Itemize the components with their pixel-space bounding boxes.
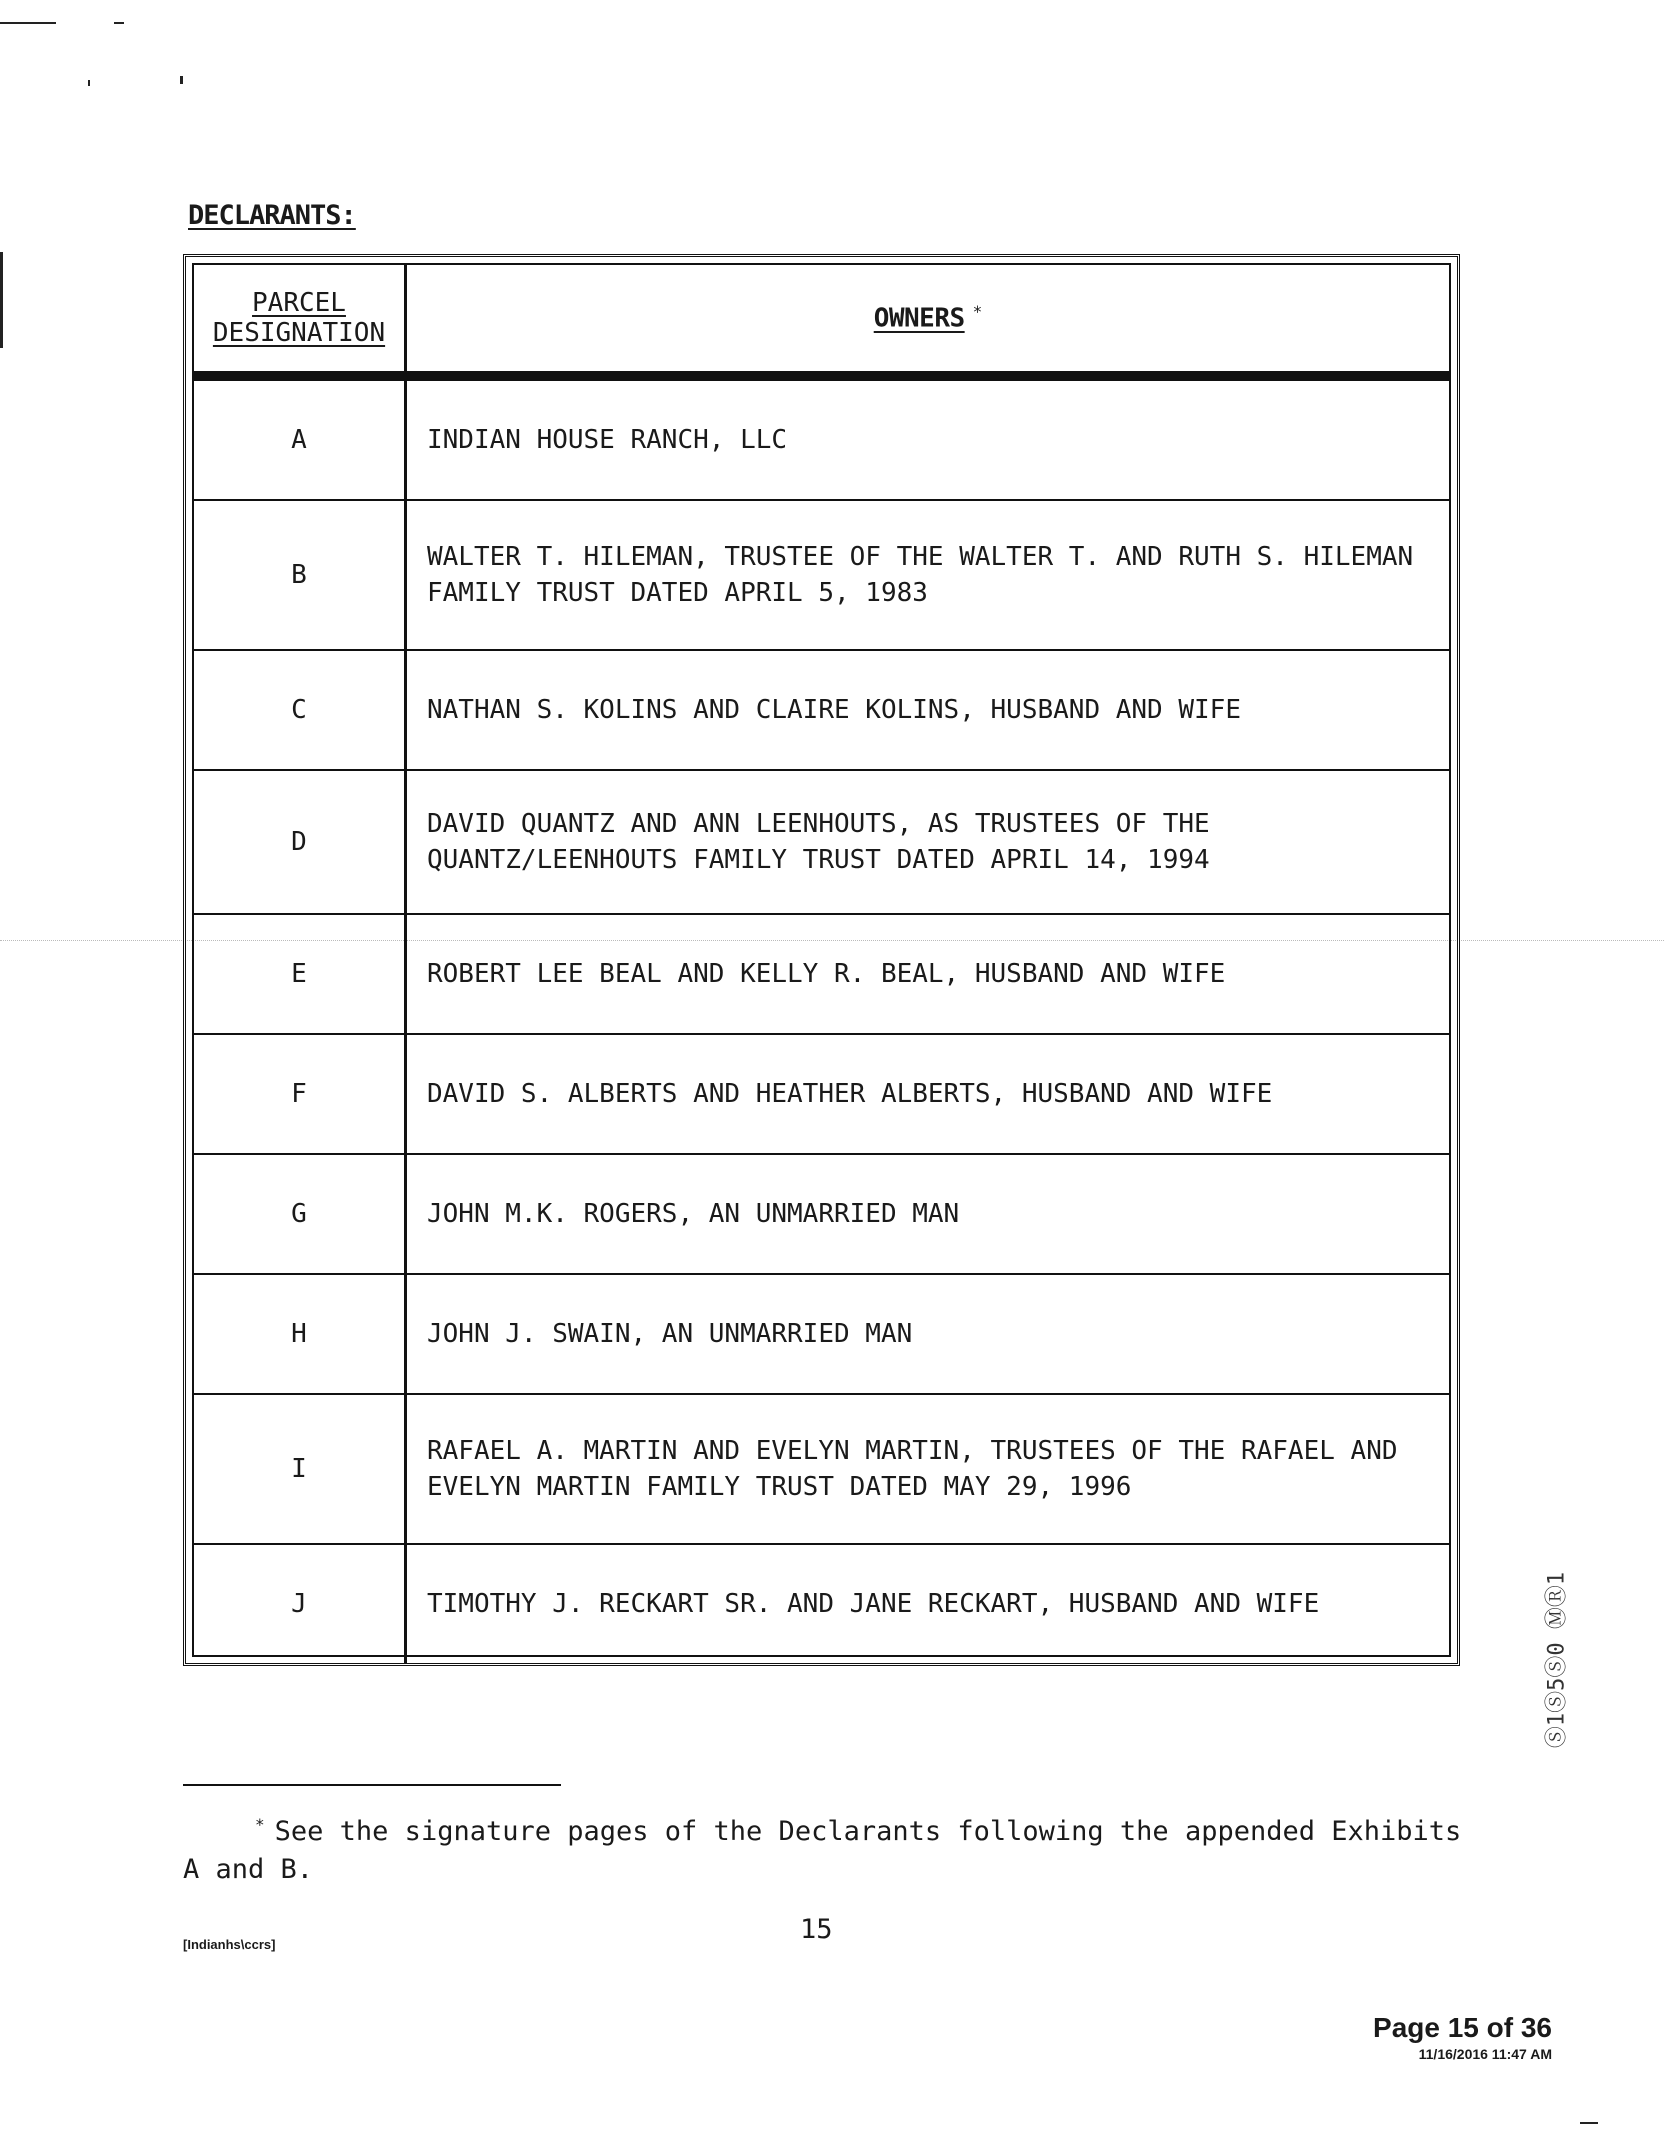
parcel-header: PARCEL DESIGNATION [194,265,406,376]
owner-cell: DAVID QUANTZ AND ANN LEENHOUTS, AS TRUSTEES OF THE QUANTZ/LEENHOUTS FAMILY TRUST DATED APRIL 14, 1994 [406,770,1450,914]
table-row [194,1034,1449,1154]
owner-cell: JOHN J. SWAIN, AN UNMARRIED MAN [406,1274,1450,1394]
page-number: 15 [800,1914,833,1945]
owner-cell: JOHN M.K. ROGERS, AN UNMARRIED MAN [406,1154,1450,1274]
footnote [183,1806,1473,1889]
table-row [194,650,1449,770]
side-recording-code: Ⓢ1Ⓢ5Ⓢ0 ⓂⓇ1 [1544,1571,1570,1749]
parcel-cell: I [194,1394,406,1544]
owner-cell: TIMOTHY J. RECKART SR. AND JANE RECKART, HUSBAND AND WIFE [427,1589,1320,1619]
scan-mark [180,76,183,84]
scan-mark [0,252,3,348]
footnote-rule [183,1784,561,1786]
table-header-row [194,265,1449,376]
parcel-cell: A [194,376,406,500]
table-row [194,1274,1449,1394]
stamp-page: Page 15 of 36 [1373,2012,1552,2043]
owners-header: OWNERS * [406,265,1450,376]
scan-mark [1580,2122,1598,2124]
parcel-cell: G [194,1154,406,1274]
file-reference: [Indianhs\ccrs] [183,1937,276,1952]
parcel-cell: J [194,1544,406,1663]
owner-cell: WALTER T. HILEMAN, TRUSTEE OF THE WALTER T. AND RUTH S. HILEMAN FAMILY TRUST DATED APRIL 5, 1983 [406,500,1450,650]
owner-cell: INDIAN HOUSE RANCH, LLC [406,376,1450,500]
parcel-cell: E [194,914,406,1034]
table-row [194,376,1449,500]
table-row [194,770,1449,914]
parcel-cell: B [194,500,406,650]
declarants-table [183,254,1460,1666]
table-row [194,1394,1449,1544]
parcel-cell: D [194,770,406,914]
table-row [194,1154,1449,1274]
owner-cell: ROBERT LEE BEAL AND KELLY R. BEAL, HUSBAND AND WIFE [406,914,1450,1034]
owner-cell: RAFAEL A. MARTIN AND EVELYN MARTIN, TRUSTEES OF THE RAFAEL AND EVELYN MARTIN FAMILY TRUST DATED MAY 29, 1996 [406,1394,1450,1544]
parcel-cell: F [194,1034,406,1154]
recording-stamp [1296,2012,1552,2062]
stamp-datetime: 11/16/2016 11:47 AM [1418,2046,1552,2062]
scan-mark [0,22,56,24]
scan-mark [114,22,124,24]
owner-cell: DAVID S. ALBERTS AND HEATHER ALBERTS, HUSBAND AND WIFE [406,1034,1450,1154]
scan-mark [88,80,90,86]
table-row [194,1544,1449,1663]
table-row [194,914,1449,1034]
owner-cell: NATHAN S. KOLINS AND CLAIRE KOLINS, HUSBAND AND WIFE [406,650,1450,770]
page-heading: DECLARANTS: [188,200,356,231]
parcel-cell: H [194,1274,406,1394]
parcel-cell: C [194,650,406,770]
footnote-text: See the signature pages of the Declarants following the appended Exhibits A and B. [183,1816,1462,1885]
footnote-marker: * [255,1815,265,1834]
table-row [194,500,1449,650]
